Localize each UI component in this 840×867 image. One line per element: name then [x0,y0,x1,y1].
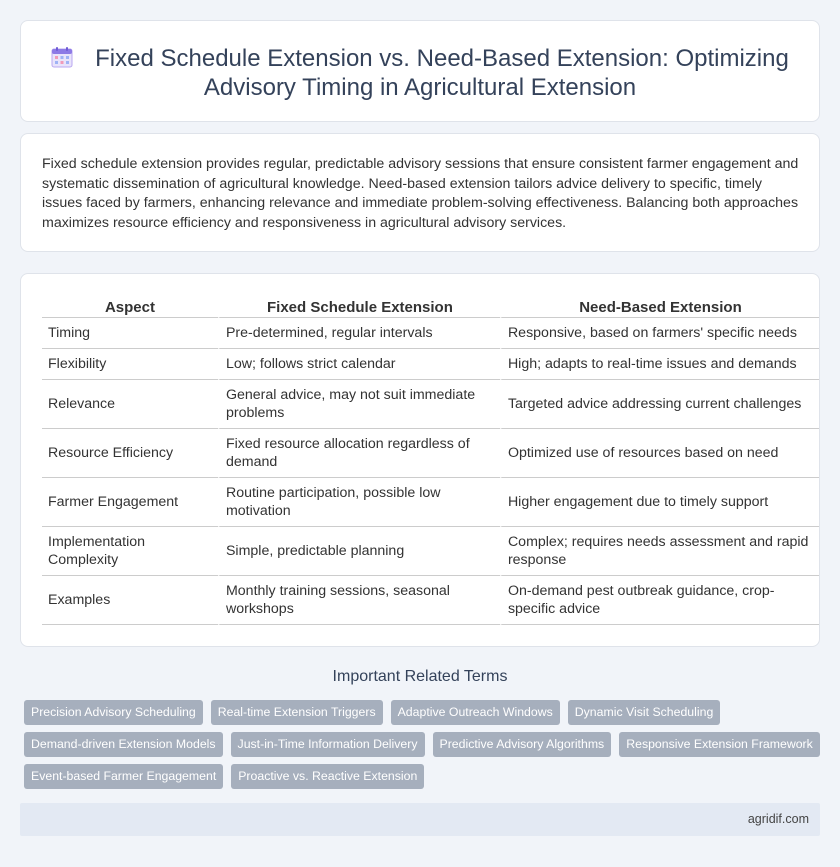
intro-paragraph: Fixed schedule extension provides regular, predictable advisory sessions that ensure consistent farmer engagement and systematic dissemination of agricultural knowledge. Need-based extension tailors advice delivery to specific, timely issues faced by farmers, enhancing relevance and immediate problem-solving effectiveness. Balancing both approaches maximizes resource efficiency and responsiveness in agricultural advisory services. [42,156,799,231]
table-cell: Farmer Engagement [42,478,218,527]
table-row [42,429,819,478]
tag-row [24,700,814,725]
table-cell: Responsive, based on farmers' specific needs [500,318,819,349]
header-aspect: Aspect [42,296,218,318]
table-cell: Simple, predictable planning [218,527,500,576]
related-terms-title: Important Related Terms [332,668,508,685]
calendar-icon [51,46,73,68]
tag-row [24,732,814,757]
header-need-based: Need-Based Extension [500,296,819,318]
tag-precision-advisory-scheduling[interactable]: Precision Advisory Scheduling [24,700,203,725]
tag-event-based-farmer-engagement[interactable]: Event-based Farmer Engagement [24,764,223,789]
tag-responsive-extension-framework[interactable]: Responsive Extension Framework [619,732,820,757]
table-cell: On-demand pest outbreak guidance, crop-specific advice [500,576,819,625]
table-row [42,478,819,527]
related-terms-tags [24,700,814,796]
intro-card [20,133,820,252]
tag-dynamic-visit-scheduling[interactable]: Dynamic Visit Scheduling [568,700,721,725]
comparison-card [20,273,820,647]
table-cell: High; adapts to real-time issues and demands [500,349,819,380]
title-line-2: Advisory Timing in Agricultural Extension [203,74,637,101]
tag-proactive-vs-reactive-extension[interactable]: Proactive vs. Reactive Extension [231,764,424,789]
page-title [21,44,819,102]
table-cell: Optimized use of resources based on need [500,429,819,478]
table-cell: General advice, may not suit immediate problems [218,380,500,429]
table-cell: Monthly training sessions, seasonal workshops [218,576,500,625]
table-cell: Flexibility [42,349,218,380]
tag-row [24,764,814,789]
table-cell: Timing [42,318,218,349]
table-cell: Pre-determined, regular intervals [218,318,500,349]
table-cell: Complex; requires needs assessment and rapid response [500,527,819,576]
table-cell: Higher engagement due to timely support [500,478,819,527]
table-cell: Targeted advice addressing current challenges [500,380,819,429]
table-cell: Low; follows strict calendar [218,349,500,380]
table-row [42,318,819,349]
table-row [42,527,819,576]
table-cell: Routine participation, possible low motivation [218,478,500,527]
table-cell: Implementation Complexity [42,527,218,576]
tag-real-time-extension-triggers[interactable]: Real-time Extension Triggers [211,700,383,725]
table-cell: Fixed resource allocation regardless of demand [218,429,500,478]
table-cell: Examples [42,576,218,625]
footer-site-link[interactable]: agridif.com [747,812,809,826]
tag-just-in-time-information-delivery[interactable]: Just-in-Time Information Delivery [231,732,425,757]
table-row [42,380,819,429]
tag-predictive-advisory-algorithms[interactable]: Predictive Advisory Algorithms [433,732,612,757]
table-row [42,576,819,625]
tag-adaptive-outreach-windows[interactable]: Adaptive Outreach Windows [391,700,560,725]
footer [20,803,820,836]
title-card [20,20,820,122]
table-row [42,349,819,380]
table-cell: Relevance [42,380,218,429]
comparison-table [42,296,819,625]
title-line-1: Fixed Schedule Extension vs. Need-Based Extension: Optimizing [95,45,789,72]
table-cell: Resource Efficiency [42,429,218,478]
header-fixed-schedule: Fixed Schedule Extension [218,296,500,318]
table-header-row [42,296,819,318]
tag-demand-driven-extension-models[interactable]: Demand-driven Extension Models [24,732,223,757]
